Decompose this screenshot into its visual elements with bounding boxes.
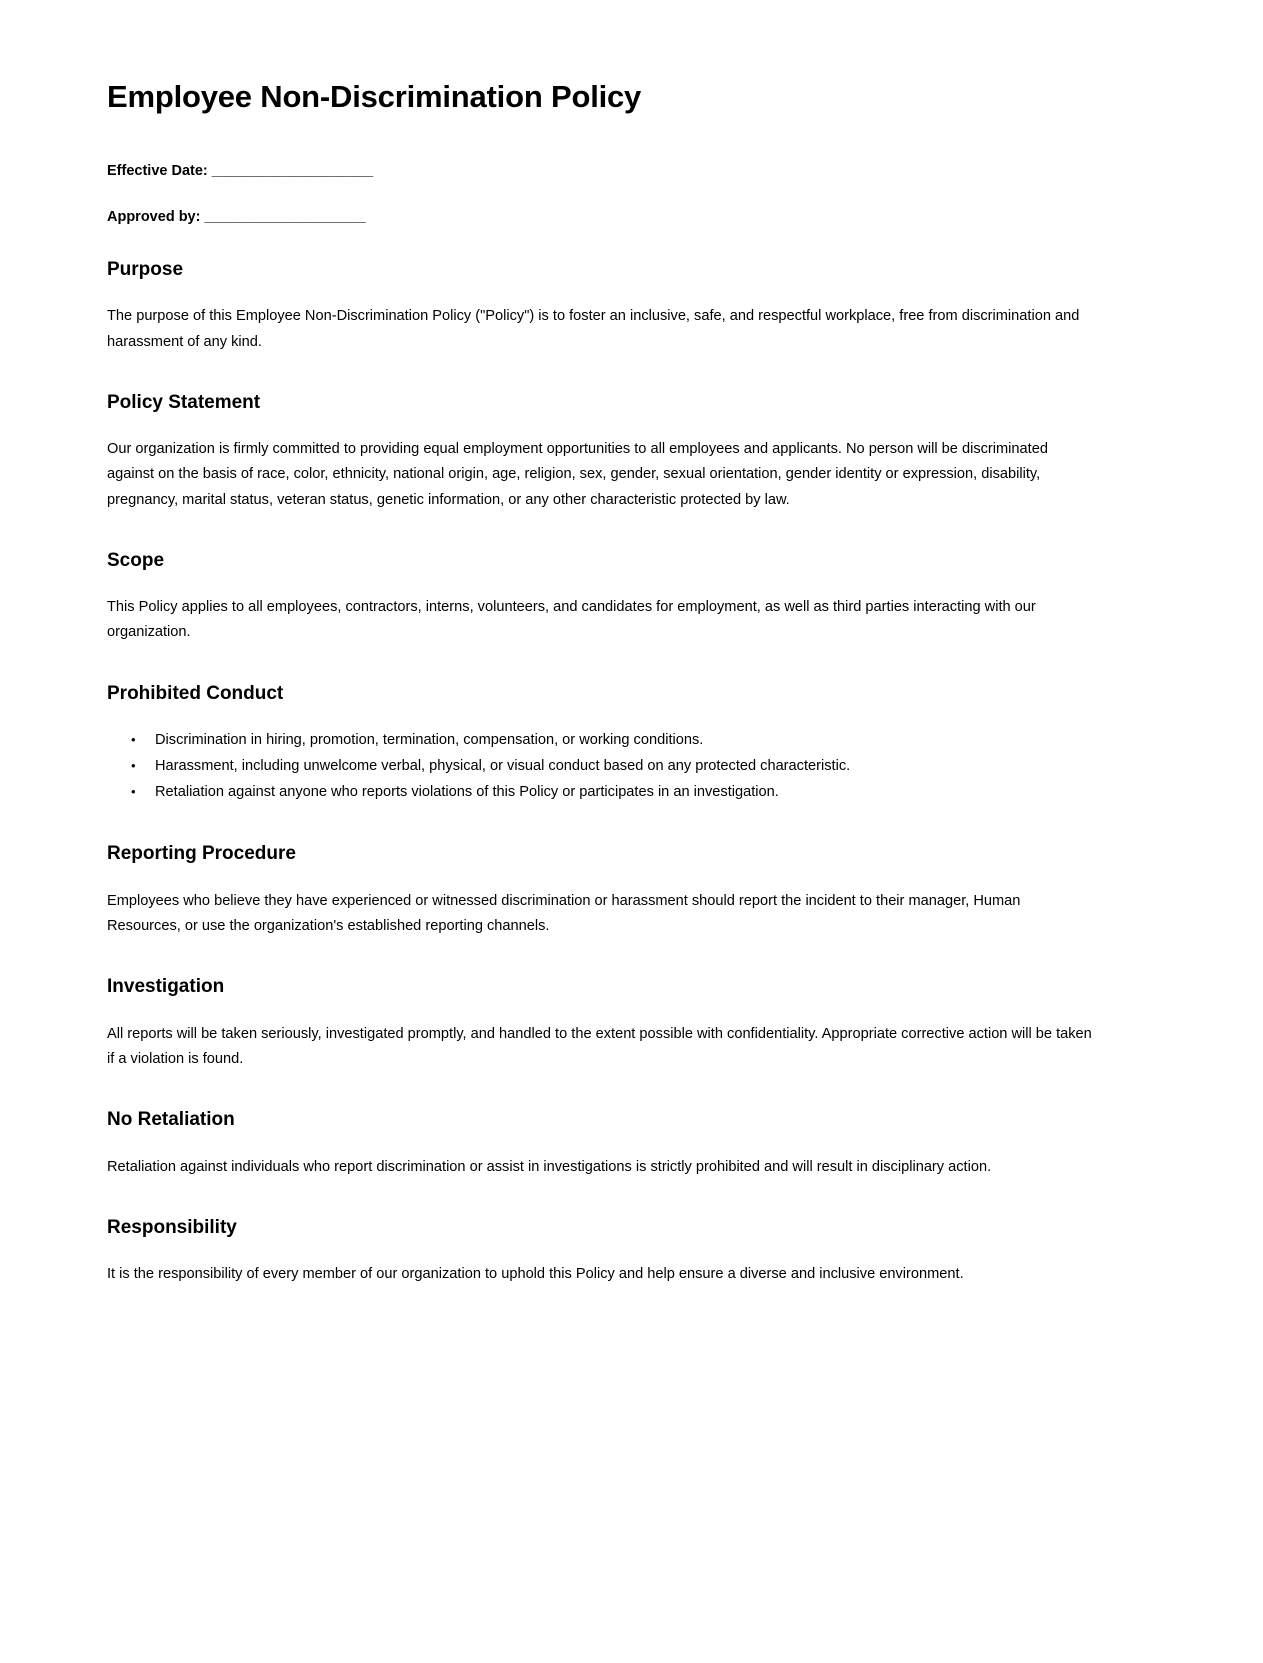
section-paragraph-policy-statement: Our organization is firmly committed to providing equal employment opportunities to all employees and applicants. No person will be discriminated against on the basis of race, color, ethnicity, national origin, age, religion, sex, gender, sexual orientation, gender identity or expression, disability, pregnancy, marital status, veteran status, genetic information, or any other characteristic protected by law. xyxy=(107,441,1048,508)
section-heading-prohibited-conduct: Prohibited Conduct xyxy=(107,682,284,704)
section-heading-responsibility: Responsibility xyxy=(107,1216,237,1238)
approved-by-field xyxy=(107,207,1093,228)
approved-by-blank[interactable]: ____________________ xyxy=(204,208,366,225)
list-item: • Discrimination in hiring, promotion, termination, compensation, or working conditions. xyxy=(131,728,1093,754)
section-paragraph-responsibility: It is the responsibility of every member of our organization to uphold this Policy and help ensure a diverse and inclusive environment. xyxy=(107,1266,964,1283)
section-scope xyxy=(107,549,1093,646)
section-heading-reporting-procedure: Reporting Procedure xyxy=(107,843,296,865)
section-heading-purpose: Purpose xyxy=(107,258,184,280)
approved-by-label: Approved by: xyxy=(107,208,201,225)
section-heading-no-retaliation: No Retaliation xyxy=(107,1108,235,1130)
prohibited-conduct-list xyxy=(107,728,1093,806)
list-item: • Harassment, including unwelcome verbal, physical, or visual conduct based on any protected characteristic. xyxy=(131,754,1093,780)
section-paragraph-scope: This Policy applies to all employees, contractors, interns, volunteers, and candidates for employment, as well as third parties interacting with our organization. xyxy=(107,599,1036,641)
section-paragraph-purpose: The purpose of this Employee Non-Discrimination Policy ("Policy") is to foster an inclusive, safe, and respectful workplace, free from discrimination and harassment of any kind. xyxy=(107,308,1080,350)
section-purpose xyxy=(107,258,1093,355)
section-investigation xyxy=(107,975,1093,1072)
section-prohibited-conduct xyxy=(107,682,1093,807)
section-paragraph-no-retaliation: Retaliation against individuals who report discrimination or assist in investigations is strictly prohibited and will result in disciplinary action. xyxy=(107,1158,992,1175)
section-heading-policy-statement: Policy Statement xyxy=(107,391,261,413)
list-item: • Retaliation against anyone who reports violations of this Policy or participates in an investigation. xyxy=(131,780,1093,806)
section-heading-investigation: Investigation xyxy=(107,975,225,997)
section-heading-scope: Scope xyxy=(107,549,165,571)
section-responsibility xyxy=(107,1216,1093,1288)
section-paragraph-reporting-procedure: Employees who believe they have experienced or witnessed discrimination or harassment should report the incident to their manager, Human Resources, or use the organization's established reporting channels. xyxy=(107,892,1021,934)
page-title: Employee Non-Discrimination Policy xyxy=(107,79,642,114)
section-policy-statement xyxy=(107,391,1093,513)
effective-date-field xyxy=(107,161,1093,182)
section-paragraph-investigation: All reports will be taken seriously, investigated promptly, and handled to the extent possible with confidentiality. Appropriate corrective action will be taken if a violation is found. xyxy=(107,1025,1092,1067)
section-reporting-procedure xyxy=(107,842,1093,939)
effective-date-label: Effective Date: xyxy=(107,162,208,179)
effective-date-blank[interactable]: ____________________ xyxy=(211,162,374,179)
section-no-retaliation xyxy=(107,1108,1093,1180)
